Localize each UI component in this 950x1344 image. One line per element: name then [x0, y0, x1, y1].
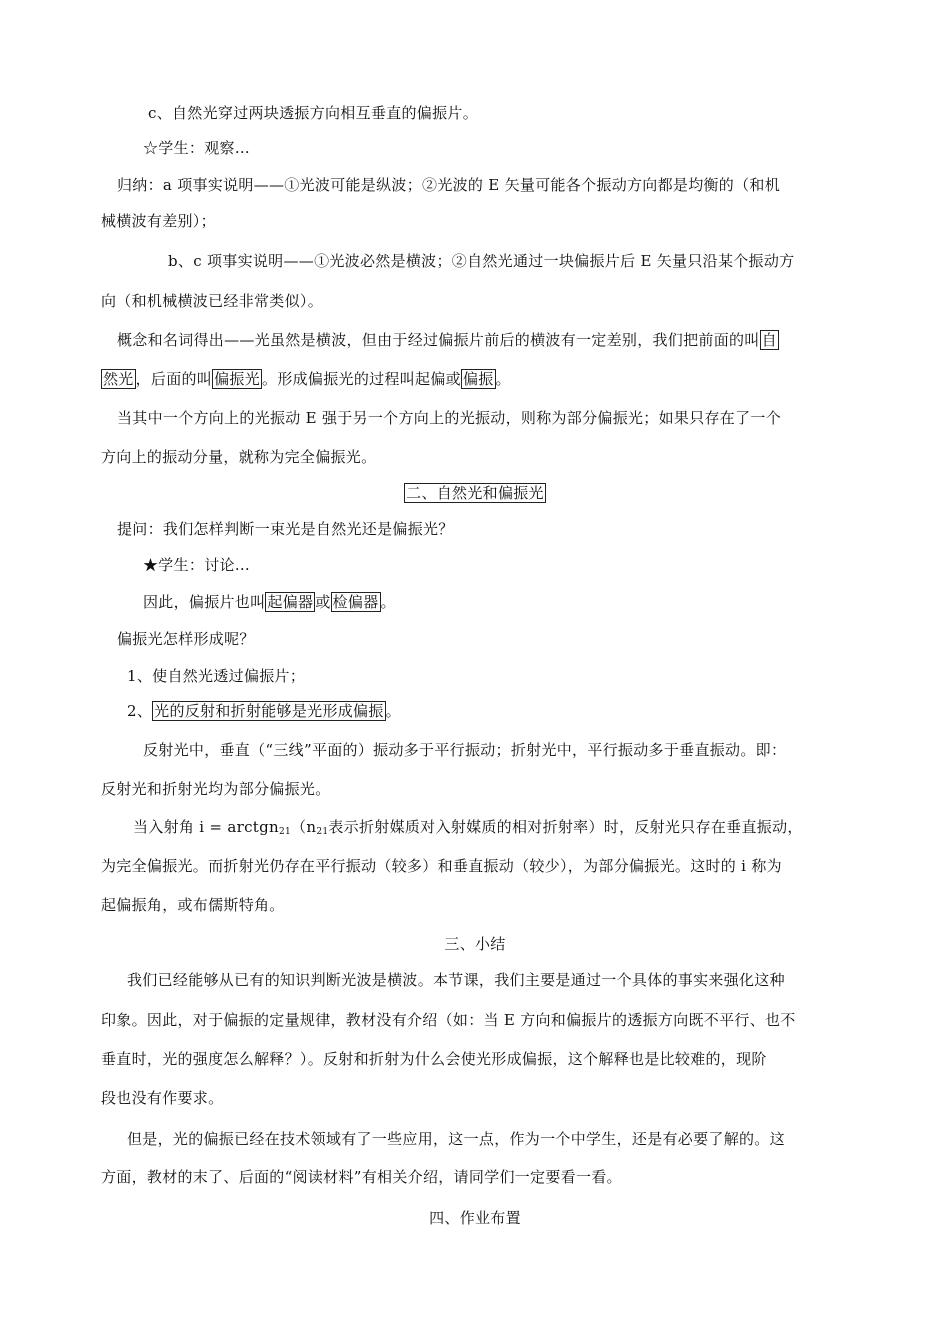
paragraph-line	[143, 592, 396, 612]
paragraph-line: 1、使自然光透过偏振片；	[127, 667, 306, 685]
paragraph-line: ★学生：讨论…	[143, 556, 251, 574]
paragraph-line: 械横波有差别）；	[101, 212, 216, 230]
boxed-term: 光的反射和折射能够是光形成偏振	[154, 702, 384, 720]
paragraph-line	[117, 330, 779, 350]
section-heading-text: 二、自然光和偏振光	[406, 484, 544, 502]
paragraph-line: 垂直时，光的强度怎么解释？）。反射和折射为什么会使光形成偏振，这个解释也是比较难的，现阶	[101, 1050, 767, 1068]
paragraph-line: c、自然光穿过两块透振方向相互垂直的偏振片。	[148, 104, 479, 122]
boxed-term: 偏振	[462, 370, 494, 388]
paragraph-line: 反射光中，垂直（“三线”平面的）振动多于平行振动；折射光中，平行振动多于垂直振动。即：	[143, 741, 787, 759]
text-run: 2、	[127, 702, 153, 720]
subscript: 21	[278, 827, 292, 837]
paragraph-line	[127, 701, 401, 721]
section-heading	[0, 483, 950, 503]
paragraph-line	[133, 817, 803, 842]
text-run: （n	[291, 818, 317, 836]
boxed-term: 起偏器	[267, 593, 314, 611]
text-run: 。形成偏振光的过程叫起偏或	[262, 370, 461, 388]
paragraph-line: ☆学生：观察…	[143, 139, 251, 157]
subscript: 21	[316, 827, 329, 837]
paragraph-line: 起偏振角，或布儒斯特角。	[101, 896, 285, 914]
paragraph-line: 提问：我们怎样判断一束光是自然光还是偏振光？	[117, 520, 454, 538]
paragraph-line: 向（和机械横波已经非常类似）。	[101, 292, 324, 310]
paragraph-line: 我们已经能够从已有的知识判断光波是横波。本节课，我们主要是通过一个具体的事实来强化这种	[127, 971, 785, 989]
paragraph-line: 归纳：a 项事实说明——①光波可能是纵波；②光波的 E 矢量可能各个振动方向都是均衡的（和机	[117, 176, 781, 194]
text-run: 当入射角 i = arctgn	[133, 818, 279, 836]
paragraph-line: b、c 项事实说明——①光波必然是横波；②自然光通过一块偏振片后 E 矢量只沿某个振动方	[168, 252, 795, 270]
paragraph-line	[101, 369, 511, 389]
paragraph-line: 反射光和折射光均为部分偏振光。	[101, 780, 331, 798]
paragraph-line: 方向上的振动分量，就称为完全偏振光。	[101, 448, 377, 466]
text-run: 。	[385, 702, 401, 720]
boxed-term: 然光	[103, 370, 134, 388]
text-run: 或	[315, 593, 331, 611]
paragraph-line: 印象。因此，对于偏振的定量规律，教材没有介绍（如：当 E 方向和偏振片的透振方向既不平行、也不	[101, 1011, 796, 1029]
boxed-term: 自	[761, 331, 777, 349]
boxed-term: 检偏器	[332, 593, 379, 611]
text-run: 概念和名词得出——光虽然是横波，但由于经过偏振片前后的横波有一定差别，我们把前面的叫	[117, 331, 760, 349]
text-run: 。	[380, 593, 396, 611]
text-run: 表示折射媒质对入射媒质的相对折射率）时，反射光只存在垂直振动，	[328, 818, 803, 836]
paragraph-line: 段也没有作要求。	[101, 1089, 224, 1107]
text-run: ，后面的叫	[135, 370, 213, 388]
paragraph-line: 当其中一个方向上的光振动 E 强于另一个方向上的光振动，则称为部分偏振光；如果只存在了一个	[117, 409, 781, 427]
paragraph-line: 偏振光怎样形成呢？	[117, 630, 255, 648]
text-run: 。	[495, 370, 511, 388]
paragraph-line: 但是，光的偏振已经在技术领域有了一些应用，这一点，作为一个中学生，还是有必要了解的。这	[127, 1130, 785, 1148]
boxed-term: 偏振光	[214, 370, 261, 388]
paragraph-line: 方面，教材的末了、后面的“阅读材料”有相关介绍，请同学们一定要看一看。	[101, 1168, 622, 1186]
text-run: 因此，偏振片也叫	[143, 593, 266, 611]
paragraph-line: 为完全偏振光。而折射光仍存在平行振动（较多）和垂直振动（较少），为部分偏振光。这时的 i 称为	[101, 857, 782, 875]
section-heading: 三、小结	[444, 935, 506, 953]
section-heading: 四、作业布置	[429, 1209, 521, 1227]
